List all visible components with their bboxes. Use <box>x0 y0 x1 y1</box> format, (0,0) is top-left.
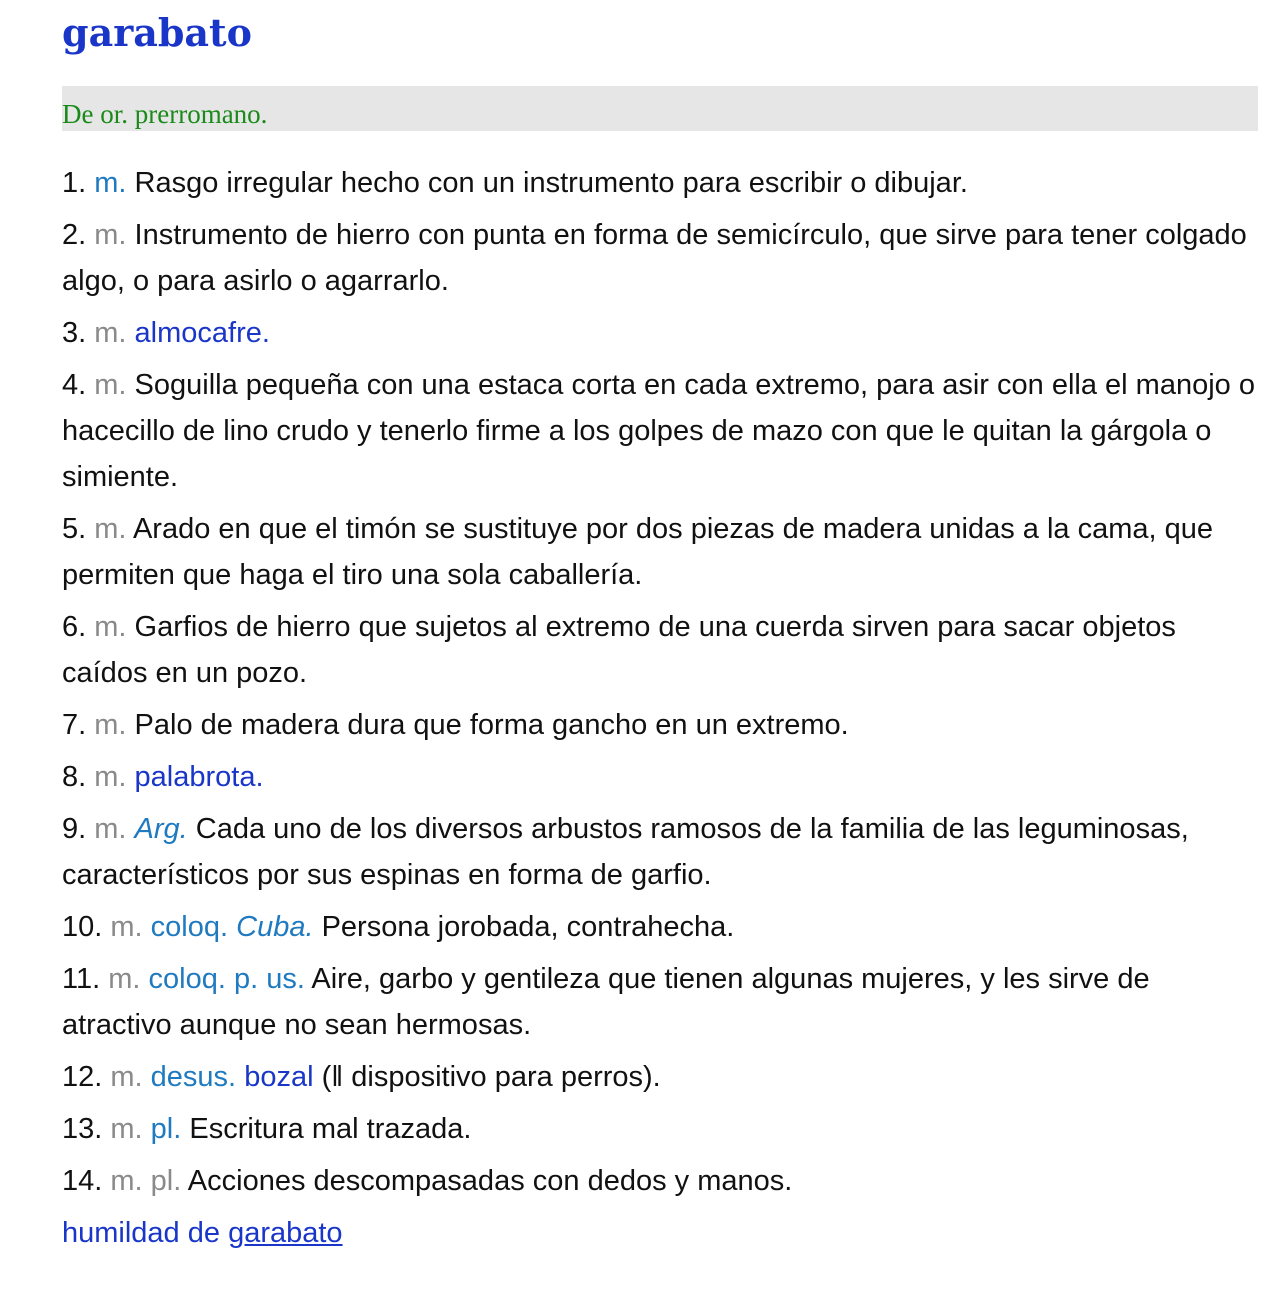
grammar-abbr: m. <box>94 369 127 401</box>
sense-number: 6. <box>62 611 87 643</box>
grammar-abbr: m. <box>94 761 127 793</box>
sense-text: Soguilla pequeña con una estaca corta en cada extremo, para asir con ella el manojo o hacecillo de lino crudo y tenerlo firme a los golpes de mazo con que le quitan la gárgola o simiente. <box>62 369 1255 493</box>
headword: garabato <box>62 10 252 55</box>
grammar-abbr: m. <box>94 317 127 349</box>
sense-number: 14. <box>62 1165 103 1197</box>
grammar-abbr: m. <box>110 1061 143 1093</box>
region-abbr[interactable]: Cuba. <box>236 911 314 943</box>
cross-reference-link[interactable]: palabrota. <box>134 761 264 793</box>
grammar-abbr: m. <box>94 611 127 643</box>
grammar-abbr: m. <box>94 709 127 741</box>
sense-3 <box>62 310 1258 356</box>
sense-1 <box>62 160 1258 206</box>
sense-number: 11. <box>62 963 101 995</box>
sense-list <box>62 160 1258 1204</box>
sense-number: 13. <box>62 1113 103 1145</box>
sense-text: Palo de madera dura que forma gancho en un extremo. <box>134 709 849 741</box>
sense-6 <box>62 604 1258 696</box>
sense-10 <box>62 904 1258 950</box>
usage-abbr[interactable]: pl. <box>150 1113 182 1145</box>
sense-text: Rasgo irregular hecho con un instrumento para escribir o dibujar. <box>134 167 968 199</box>
sense-12 <box>62 1054 1258 1100</box>
grammar-abbr: m. <box>94 813 127 845</box>
grammar-abbr: m. <box>110 911 143 943</box>
sense-number: 7. <box>62 709 87 741</box>
sense-text: Cada uno de los diversos arbustos ramosos de la familia de las leguminosas, característicos por sus espinas en forma de garfio. <box>62 813 1189 891</box>
sense-number: 5. <box>62 513 87 545</box>
sense-number: 4. <box>62 369 87 401</box>
cross-reference-link[interactable]: almocafre. <box>134 317 270 349</box>
phrase-headword-link[interactable]: garabato <box>228 1217 343 1249</box>
sense-number: 1. <box>62 167 87 199</box>
sense-number: 8. <box>62 761 87 793</box>
sense-text: Garfios de hierro que sujetos al extremo de una cuerda sirven para sacar objetos caídos en un pozo. <box>62 611 1176 689</box>
phrase-prefix[interactable]: humildad de <box>62 1217 220 1249</box>
sense-13 <box>62 1106 1258 1152</box>
sense-9 <box>62 806 1258 898</box>
grammar-abbr: m. <box>94 513 127 545</box>
cross-reference-link[interactable]: bozal <box>244 1061 314 1093</box>
grammar-abbr: m. <box>110 1113 143 1145</box>
sense-text: Escritura mal trazada. <box>189 1113 472 1145</box>
sense-11 <box>62 956 1258 1048</box>
sense-number: 3. <box>62 317 87 349</box>
sense-7 <box>62 702 1258 748</box>
grammar-abbr[interactable]: m. <box>94 167 127 199</box>
sense-text: Instrumento de hierro con punta en forma de semicírculo, que sirve para tener colgado algo, o para asirlo o agarrarlo. <box>62 219 1247 297</box>
sense-number: 10. <box>62 911 103 943</box>
sense-text: Aire, garbo y gentileza que tienen algunas mujeres, y les sirve de atractivo aunque no sean hermosas. <box>62 963 1150 1041</box>
sense-text: (‖ dispositivo para perros). <box>321 1061 661 1093</box>
sense-number: 9. <box>62 813 87 845</box>
grammar-abbr: m. <box>110 1165 143 1197</box>
region-abbr[interactable]: Arg. <box>134 813 188 845</box>
sense-number: 12. <box>62 1061 103 1093</box>
usage-abbr: pl. <box>150 1165 182 1197</box>
dictionary-entry <box>62 0 1258 1256</box>
sense-14 <box>62 1158 1258 1204</box>
grammar-abbr: m. <box>108 963 141 995</box>
sense-text: Persona jorobada, contrahecha. <box>321 911 735 943</box>
sense-5 <box>62 506 1258 598</box>
phrase-entry[interactable] <box>62 1210 1258 1256</box>
sense-2 <box>62 212 1258 304</box>
grammar-abbr: m. <box>94 219 127 251</box>
usage-abbr[interactable]: desus. <box>150 1061 237 1093</box>
sense-text: Arado en que el timón se sustituye por dos piezas de madera unidas a la cama, que permiten que haga el tiro una sola caballería. <box>62 513 1214 591</box>
sense-8 <box>62 754 1258 800</box>
usage-abbr[interactable]: coloq. p. us. <box>148 963 305 995</box>
etymology: De or. prerromano. <box>62 86 1258 131</box>
usage-abbr[interactable]: coloq. <box>150 911 229 943</box>
sense-text: Acciones descompasadas con dedos y manos. <box>187 1165 793 1197</box>
sense-number: 2. <box>62 219 87 251</box>
sense-4 <box>62 362 1258 500</box>
